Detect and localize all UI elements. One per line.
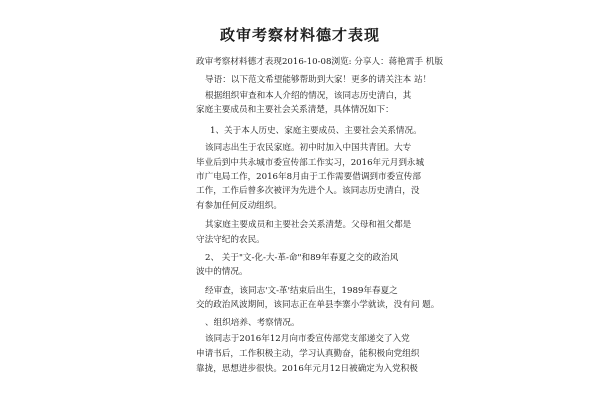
- paragraph-line: 该同志于2016年12月向市委宣传部党支部递交了入党: [205, 334, 410, 344]
- section-heading: 、组织培养、考察情况。: [205, 318, 300, 328]
- section-heading: 2、 关于"文-化-大-革-命"和89年春夏之交的政治风: [205, 253, 399, 263]
- paragraph-line: 家庭主要成员和主要社会关系清楚，具体情况如下：: [196, 105, 394, 115]
- paragraph-line: 波中的情况。: [196, 267, 248, 277]
- paragraph-line: 守法守纪的农民。: [196, 235, 265, 245]
- document-title: 政审考察材料德才表现: [219, 26, 380, 44]
- paragraph-line: 其家庭主要成员和主要社会关系清楚。父母和祖父都是: [205, 220, 412, 230]
- paragraph-line: 毕业后到中共永城市委宣传部工作实习，2016年元月到永城: [196, 158, 425, 168]
- meta-line: 政审考察材料德才表现2016-10-08浏览: 分享人：蒋艳霄手 机版: [196, 57, 443, 67]
- paragraph-line: 靠拢，思想进步很快。2016年元月12日被确定为入党积极: [196, 364, 418, 374]
- paragraph-line: 经审查，该同志'文-革'结束后出生，1989年春夏之: [205, 286, 398, 296]
- paragraph-line: 申请书后，工作积极主动，学习认真勤奋，能积极向党组织: [196, 349, 420, 359]
- paragraph-line: 交的政治风波期间，该同志正在单县李寨小学就读，没有问 题。: [196, 300, 440, 310]
- section-heading: 1、关于本人历史、家庭主要成员、主要社会关系情况。: [210, 126, 422, 136]
- paragraph-line: 工作，工作后曾多次被评为先进个人。该同志历史清白，没: [196, 186, 420, 196]
- paragraph-line: 有参加任何反动组织。: [196, 201, 282, 211]
- paragraph-line: 该同志出生于农民家庭。初中时加入中国共青团。大专: [205, 143, 412, 153]
- paragraph-line: 市广电局工作，2016年8月由于工作需要借调到市委宣传部: [196, 172, 421, 182]
- paragraph-line: 根据组织审查和本人介绍的情况，该同志历史清白，其: [205, 91, 412, 101]
- intro-line: 导语：以下范文希望能够帮助到大家！更多的请关注本 站！: [205, 75, 432, 85]
